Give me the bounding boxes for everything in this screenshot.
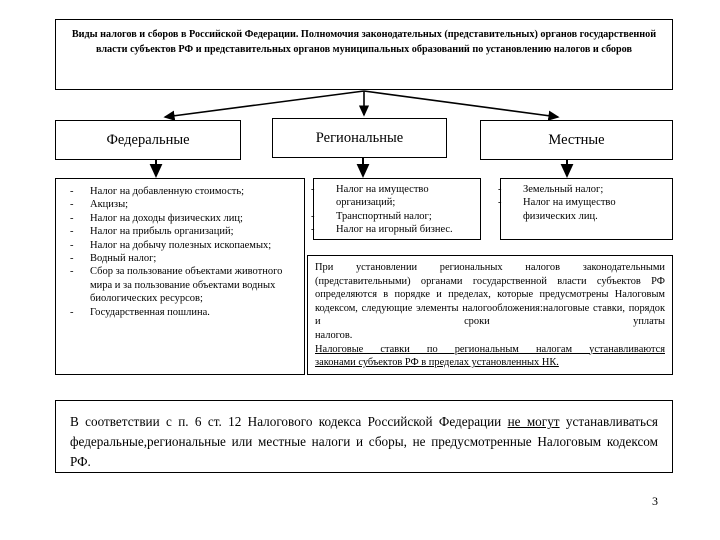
bullet-dash: - — [498, 184, 502, 195]
list-item-label: Налог на добавленную стоимость; — [90, 186, 245, 197]
list-item — [311, 210, 476, 223]
page-title: Виды налогов и сборов в Российской Федерации. Полномочия законодательных (представительных) органов государственной власти субъектов РФ и представительных органов муниципальных образований по установлению налогов и сборов — [71, 29, 657, 55]
category-box-regional[interactable] — [272, 118, 447, 158]
list-item — [64, 198, 298, 211]
regional-taxes-list-box — [313, 178, 481, 240]
category-box-federal[interactable] — [55, 120, 241, 160]
list-item — [64, 265, 298, 305]
bullet-dash: - — [70, 212, 74, 224]
list-item — [311, 223, 476, 236]
page-number: 3 — [652, 494, 658, 508]
list-item — [498, 196, 668, 223]
list-item-label: Сбор за пользование объектами животного мира и за пользование объектами водных биологических ресурсов; — [90, 266, 283, 305]
list-item — [64, 185, 298, 198]
bullet-dash: - — [70, 266, 74, 278]
summary-text-underlined: не могут — [507, 414, 560, 429]
list-item-label: Государственная пошлина. — [90, 306, 210, 318]
list-item-label: Налог на имущество физических лиц. — [523, 197, 616, 222]
category-label-regional: Региональные — [315, 130, 404, 146]
list-item — [311, 183, 476, 210]
local-taxes-list-box — [500, 178, 673, 240]
bullet-dash: - — [70, 226, 74, 238]
list-item — [64, 306, 298, 319]
bullet-dash: - — [70, 253, 74, 265]
regional-taxes-list — [311, 183, 476, 237]
list-item — [64, 212, 298, 225]
list-item-label: Налог на доходы физических лиц; — [90, 212, 243, 224]
list-item-label: Акцизы; — [90, 199, 129, 211]
list-item-label: Земельный налог; — [523, 184, 604, 195]
regional-note-underlined: Налоговые ставки по региональным налогам устанавливаются — [315, 343, 665, 355]
federal-taxes-list-box — [55, 178, 305, 375]
diagram-title-box — [55, 19, 673, 90]
bullet-dash: - — [498, 197, 502, 209]
list-item-label: Налог на прибыль организаций; — [90, 226, 234, 238]
list-item-label: Транспортный налог; — [336, 210, 432, 222]
summary-text-part1: В соответствии с п. 6 ст. 12 Налогового кодекса Российской Федерации — [70, 414, 508, 429]
summary-paragraph — [70, 412, 658, 472]
category-box-local[interactable] — [480, 120, 673, 160]
summary-box — [55, 400, 673, 473]
list-item-label: Налог на имущество организаций; — [336, 184, 429, 209]
federal-taxes-list — [64, 185, 298, 319]
regional-note-box — [307, 255, 673, 375]
bullet-dash: - — [70, 239, 74, 251]
list-item-label: Налог на игорный бизнес. — [336, 224, 453, 236]
list-item-label: Водный налог; — [90, 253, 157, 265]
bullet-dash: - — [70, 186, 74, 197]
bullet-dash: - — [70, 199, 74, 211]
bullet-dash: - — [70, 306, 74, 318]
category-label-federal: Федеральные — [106, 132, 190, 148]
bullet-dash: - — [311, 210, 315, 222]
list-item — [498, 183, 668, 196]
bullet-dash: - — [311, 184, 315, 195]
list-item — [64, 239, 298, 252]
regional-note-underlined-tail: законами субъектов РФ в пределах установленных НК. — [315, 357, 559, 369]
bullet-dash: - — [311, 224, 315, 236]
regional-note-paragraph: При установлении региональных налогов законодательными (представительными) органами государственной власти субъектов РФ определяются в порядке и пределах, которые предусмотрены Налоговым кодексом, следующие элементы налогообложения:налоговые ставки, порядок и сроки уплаты — [315, 262, 665, 328]
local-taxes-list — [498, 183, 668, 223]
list-item — [64, 225, 298, 238]
list-item-label: Налог на добычу полезных ископаемых; — [90, 239, 272, 251]
summary-text-part2: устанавливаться федеральные,региональные или местные налоги и сборы, не предусмотренные Налоговым кодексом РФ. — [70, 414, 658, 469]
regional-note-paragraph-tail: налогов. — [315, 329, 353, 341]
list-item — [64, 252, 298, 265]
category-label-local: Местные — [548, 132, 605, 148]
